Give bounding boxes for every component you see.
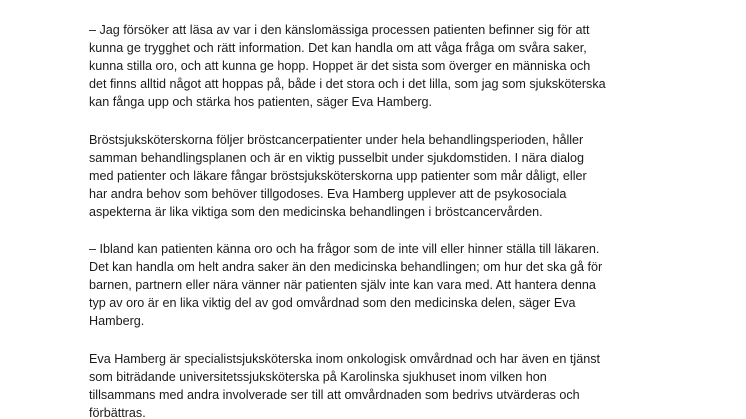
paragraph-1: [89, 21, 669, 111]
paragraph-line: – Jag försöker att läsa av var i den känslomässiga processen patienten befinner sig för att: [89, 23, 590, 37]
paragraph-line: som biträdande universitetssjuksköterska på Karolinska sjukhuset inom vilken hon: [89, 370, 547, 384]
paragraph-line: samman behandlingsplanen och är en viktig pusselbit under sjukdomstiden. I nära dialog: [89, 151, 584, 165]
paragraph-line: Det kan handla om helt andra saker än den medicinska behandlingen; om hur det ska gå för: [89, 260, 603, 274]
paragraph-line: barnen, partnern eller nära vänner när patienten själv inte kan vara med. Att hantera denna: [89, 278, 596, 292]
paragraph-line: har andra behov som behöver tillgodoses. Eva Hamberg upplever att de psykosociala: [89, 187, 567, 201]
paragraph-line: Hamberg.: [89, 314, 145, 328]
paragraph-3: [89, 240, 669, 330]
paragraph-line: kunna stilla oro, och att kunna ge hopp. Hoppet är det sista som överger en människa och: [89, 59, 591, 73]
paragraph-line: förbättras.: [89, 406, 146, 419]
paragraph-line: – Ibland kan patienten känna oro och ha frågor som de inte vill eller hinner ställa till läkaren.: [89, 242, 600, 256]
paragraph-4: [89, 350, 669, 419]
paragraph-line: tillsammans med andra involverade ser till att omvårdnaden som bedrivs utvärderas och: [89, 388, 580, 402]
paragraph-2: [89, 131, 669, 221]
paragraph-line: Eva Hamberg är specialistsjuksköterska inom onkologisk omvårdnad och har även en tjänst: [89, 352, 600, 366]
paragraph-line: det finns alltid något att hoppas på, både i det stora och i det lilla, som jag som sjuksköterska: [89, 77, 606, 91]
paragraph-line: typ av oro är en lika viktig del av god omvårdnad som den medicinska delen, säger Eva: [89, 296, 576, 310]
paragraph-line: aspekterna är lika viktiga som den medicinska behandlingen i bröstcancervården.: [89, 205, 543, 219]
paragraph-line: Bröstsjuksköterskorna följer bröstcancerpatienter under hela behandlingsperioden, håller: [89, 133, 584, 147]
paragraph-line: med patienter och läkare fångar bröstsjuksköterskorna upp patienter som mår dåligt, eller: [89, 169, 587, 183]
paragraph-line: kunna ge trygghet och rätt information. Det kan handla om att våga fråga om svåra saker,: [89, 41, 587, 55]
paragraph-line: kan fånga upp och stärka hos patienten, säger Eva Hamberg.: [89, 95, 433, 109]
